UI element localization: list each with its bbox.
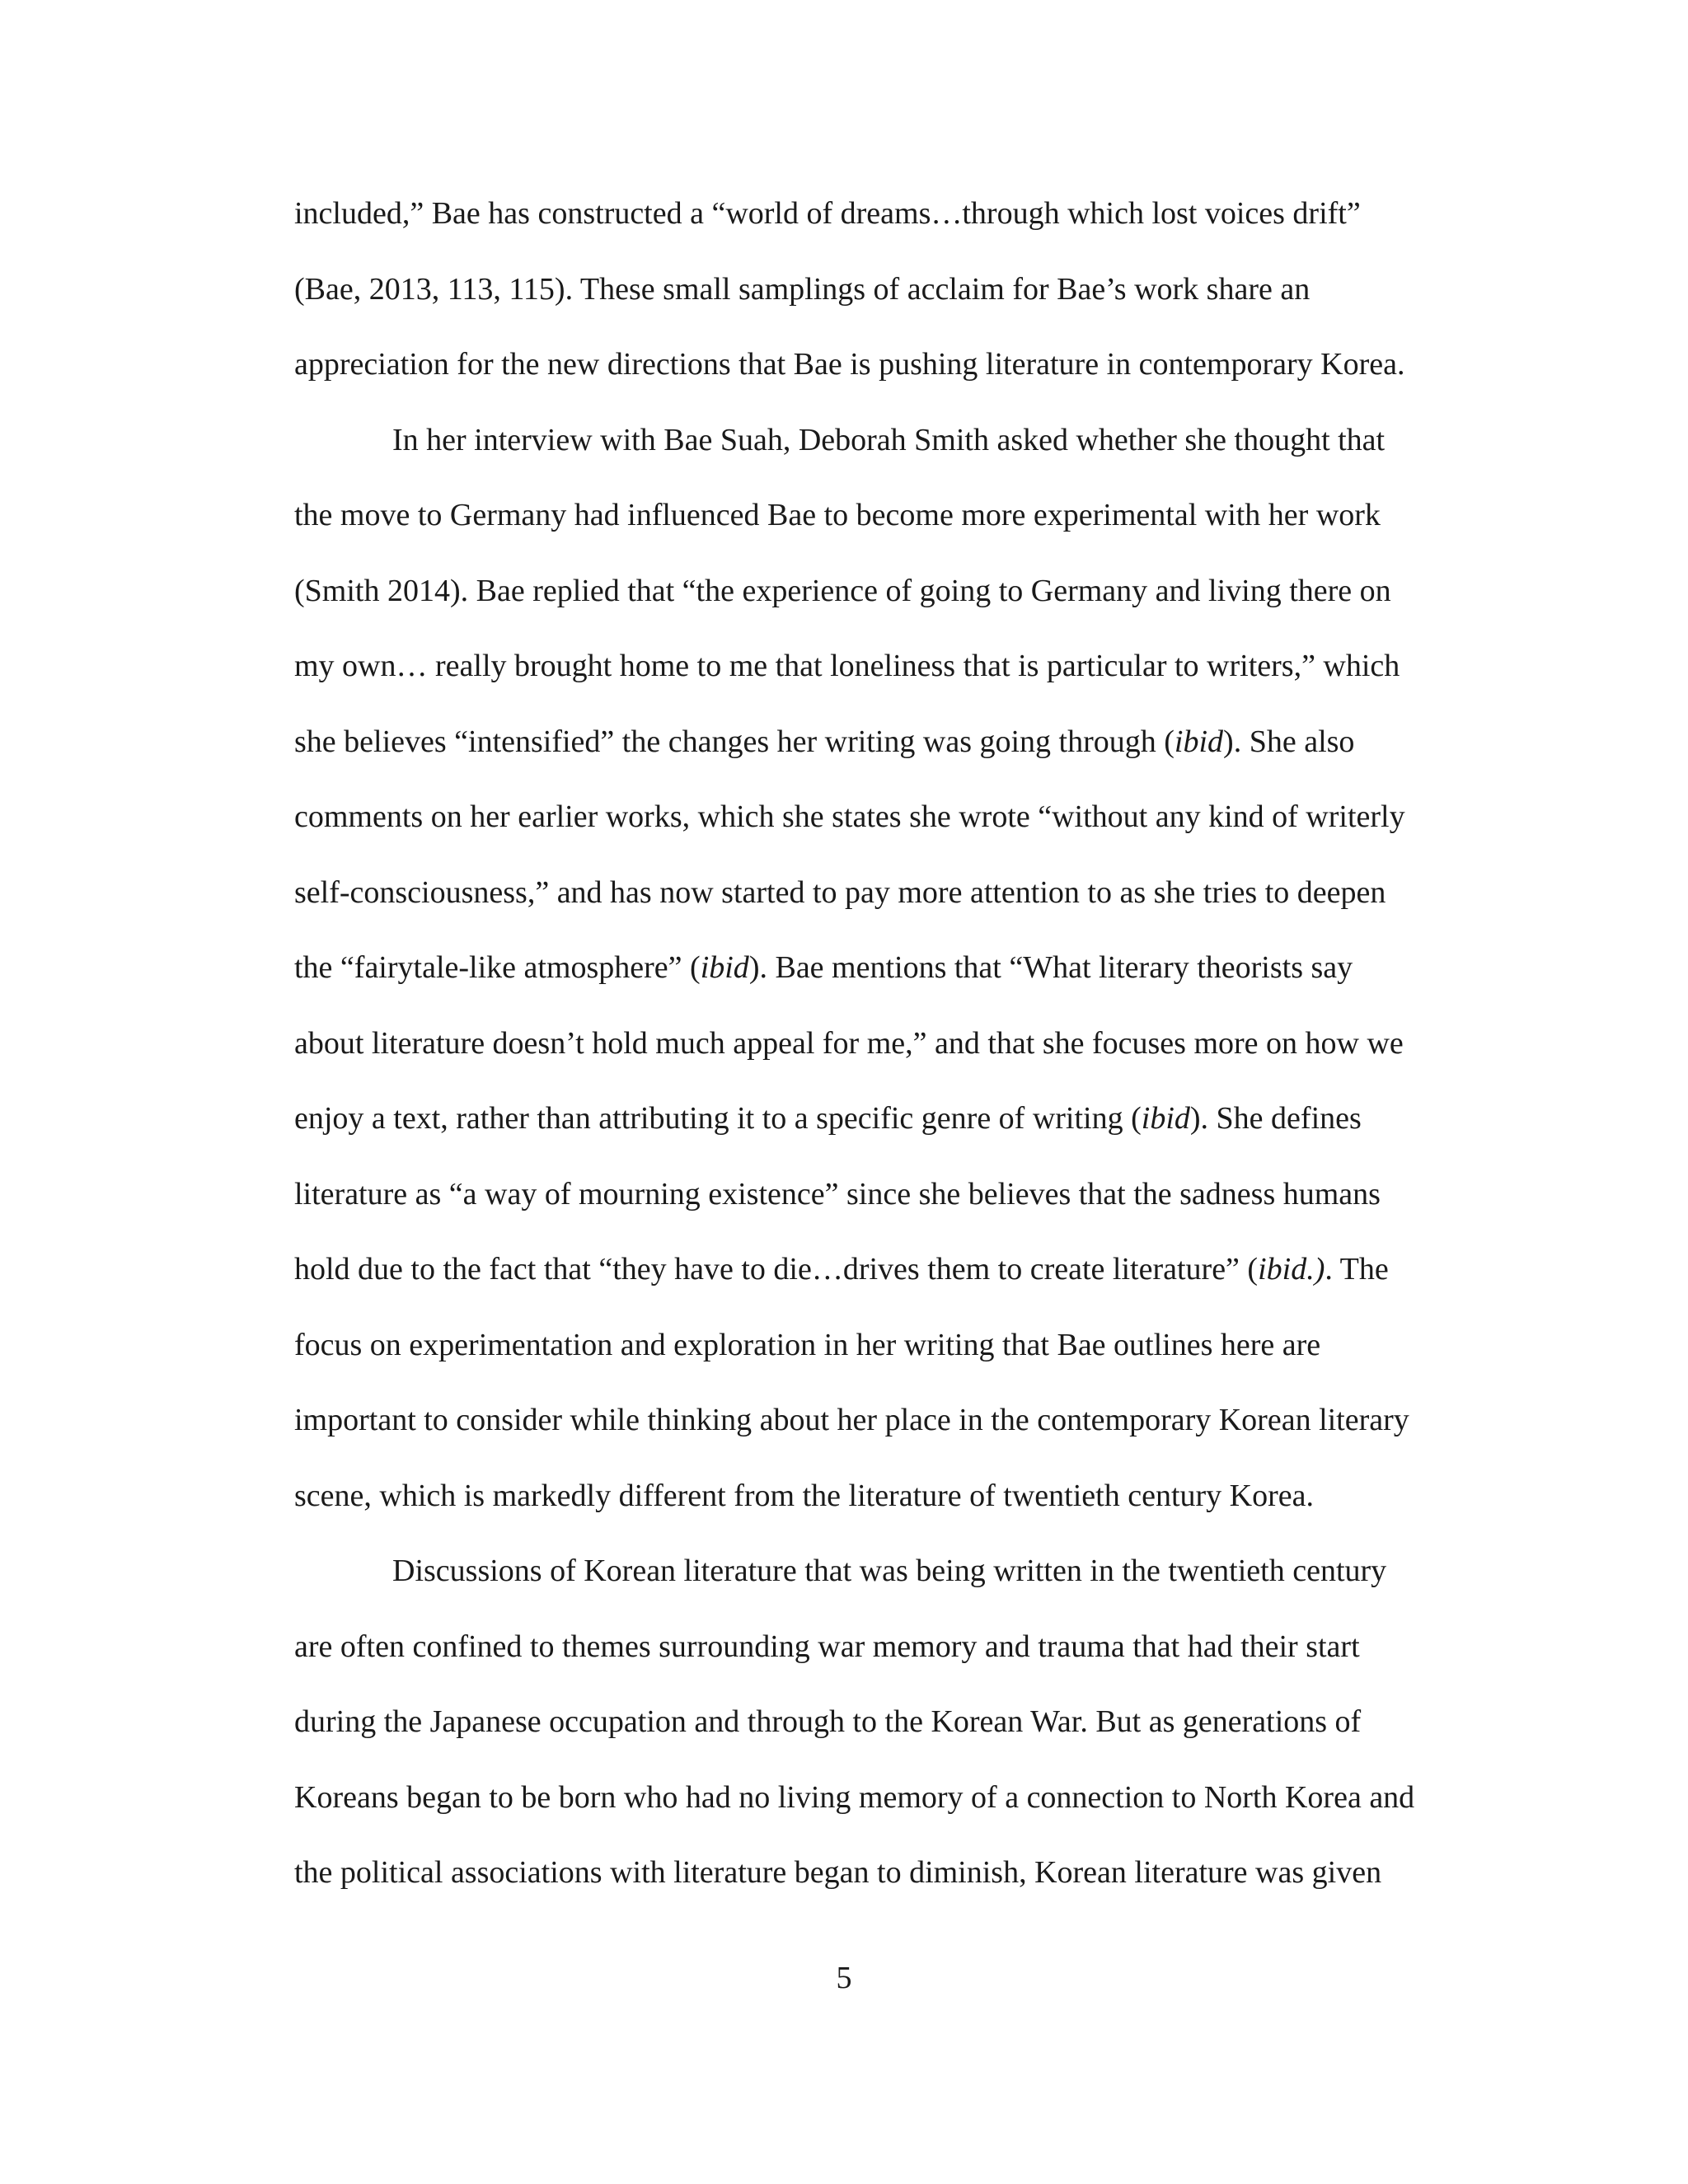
text-line [294,1696,1465,1772]
text-line [294,1018,1465,1094]
text-line [294,1394,1465,1470]
paragraph [294,1545,1465,1923]
text-line [294,791,1465,867]
text-line [294,942,1465,1018]
text-run: (Bae, 2013, 113, 115). These small samplings of acclaim for Bae’s work share an [294,271,1311,307]
paragraph [294,188,1465,415]
text-line [294,188,1465,264]
text-line [294,339,1465,415]
text-run: the “fairytale-like atmosphere” ( [294,950,701,985]
text-line [294,1244,1465,1319]
text-run: the political associations with literature began to diminish, Korean literature was given [294,1855,1382,1890]
italic-citation: ibid.) [1258,1252,1325,1286]
text-line [294,565,1465,641]
text-line [294,1169,1465,1244]
body-text [294,188,1465,1923]
text-line [294,1847,1465,1923]
text-run: important to consider while thinking about her place in the contemporary Korean literary [294,1403,1409,1437]
text-run: ). She also [1223,724,1355,759]
text-run: (Smith 2014). Bae replied that “the experience of going to Germany and living there on [294,573,1391,608]
text-run: Discussions of Korean literature that was being written in the twentieth century [392,1554,1387,1588]
text-run: focus on experimentation and exploration in her writing that Bae outlines here are [294,1327,1321,1362]
italic-citation: ibid [700,950,749,985]
text-run: scene, which is markedly different from the literature of twentieth century Korea. [294,1478,1314,1513]
page-number: 5 [836,1961,852,1995]
text-run: ). Bae mentions that “What literary theorists say [748,950,1353,985]
text-run: included,” Bae has constructed a “world of dreams…through which lost voices drift” [294,196,1361,231]
italic-citation: ibid [1141,1101,1190,1136]
italic-citation: ibid [1174,724,1224,759]
text-run: . The [1325,1252,1389,1286]
text-line [294,264,1465,340]
text-run: during the Japanese occupation and through to the Korean War. But as generations of [294,1704,1362,1739]
text-line [294,1772,1465,1848]
text-run: literature as “a way of mourning existence” since she believes that the sadness humans [294,1176,1381,1212]
text-line [294,1093,1465,1169]
text-run: the move to Germany had influenced Bae to become more experimental with her work [294,498,1381,532]
text-line [294,415,1465,490]
text-line [294,1319,1465,1395]
text-line [294,1470,1465,1546]
text-run: Koreans began to be born who had no living memory of a connection to North Korea and [294,1779,1415,1815]
text-line [294,490,1465,565]
text-run: about literature doesn’t hold much appeal for me,” and that she focuses more on how we [294,1025,1404,1061]
text-line [294,716,1465,792]
text-run: comments on her earlier works, which she states she wrote “without any kind of writerly [294,799,1405,834]
text-line [294,640,1465,716]
text-run: hold due to the fact that “they have to die…drives them to create literature” ( [294,1252,1259,1286]
text-run: enjoy a text, rather than attributing it to a specific genre of writing ( [294,1101,1142,1136]
text-line [294,1621,1465,1697]
text-run: appreciation for the new directions that Bae is pushing literature in contemporary Korea. [294,347,1405,382]
text-run: In her interview with Bae Suah, Deborah Smith asked whether she thought that [392,422,1386,457]
text-line [294,1545,1465,1621]
text-run: are often confined to themes surrounding war memory and trauma that had their start [294,1629,1360,1664]
text-run: ). She defines [1189,1101,1362,1136]
text-run: my own… really brought home to me that loneliness that is particular to writers,” which [294,649,1400,683]
text-run: she believes “intensified” the changes her writing was going through ( [294,724,1175,759]
text-line [294,867,1465,943]
text-run: self-consciousness,” and has now started to pay more attention to as she tries to deepen [294,874,1386,910]
paragraph [294,415,1465,1546]
